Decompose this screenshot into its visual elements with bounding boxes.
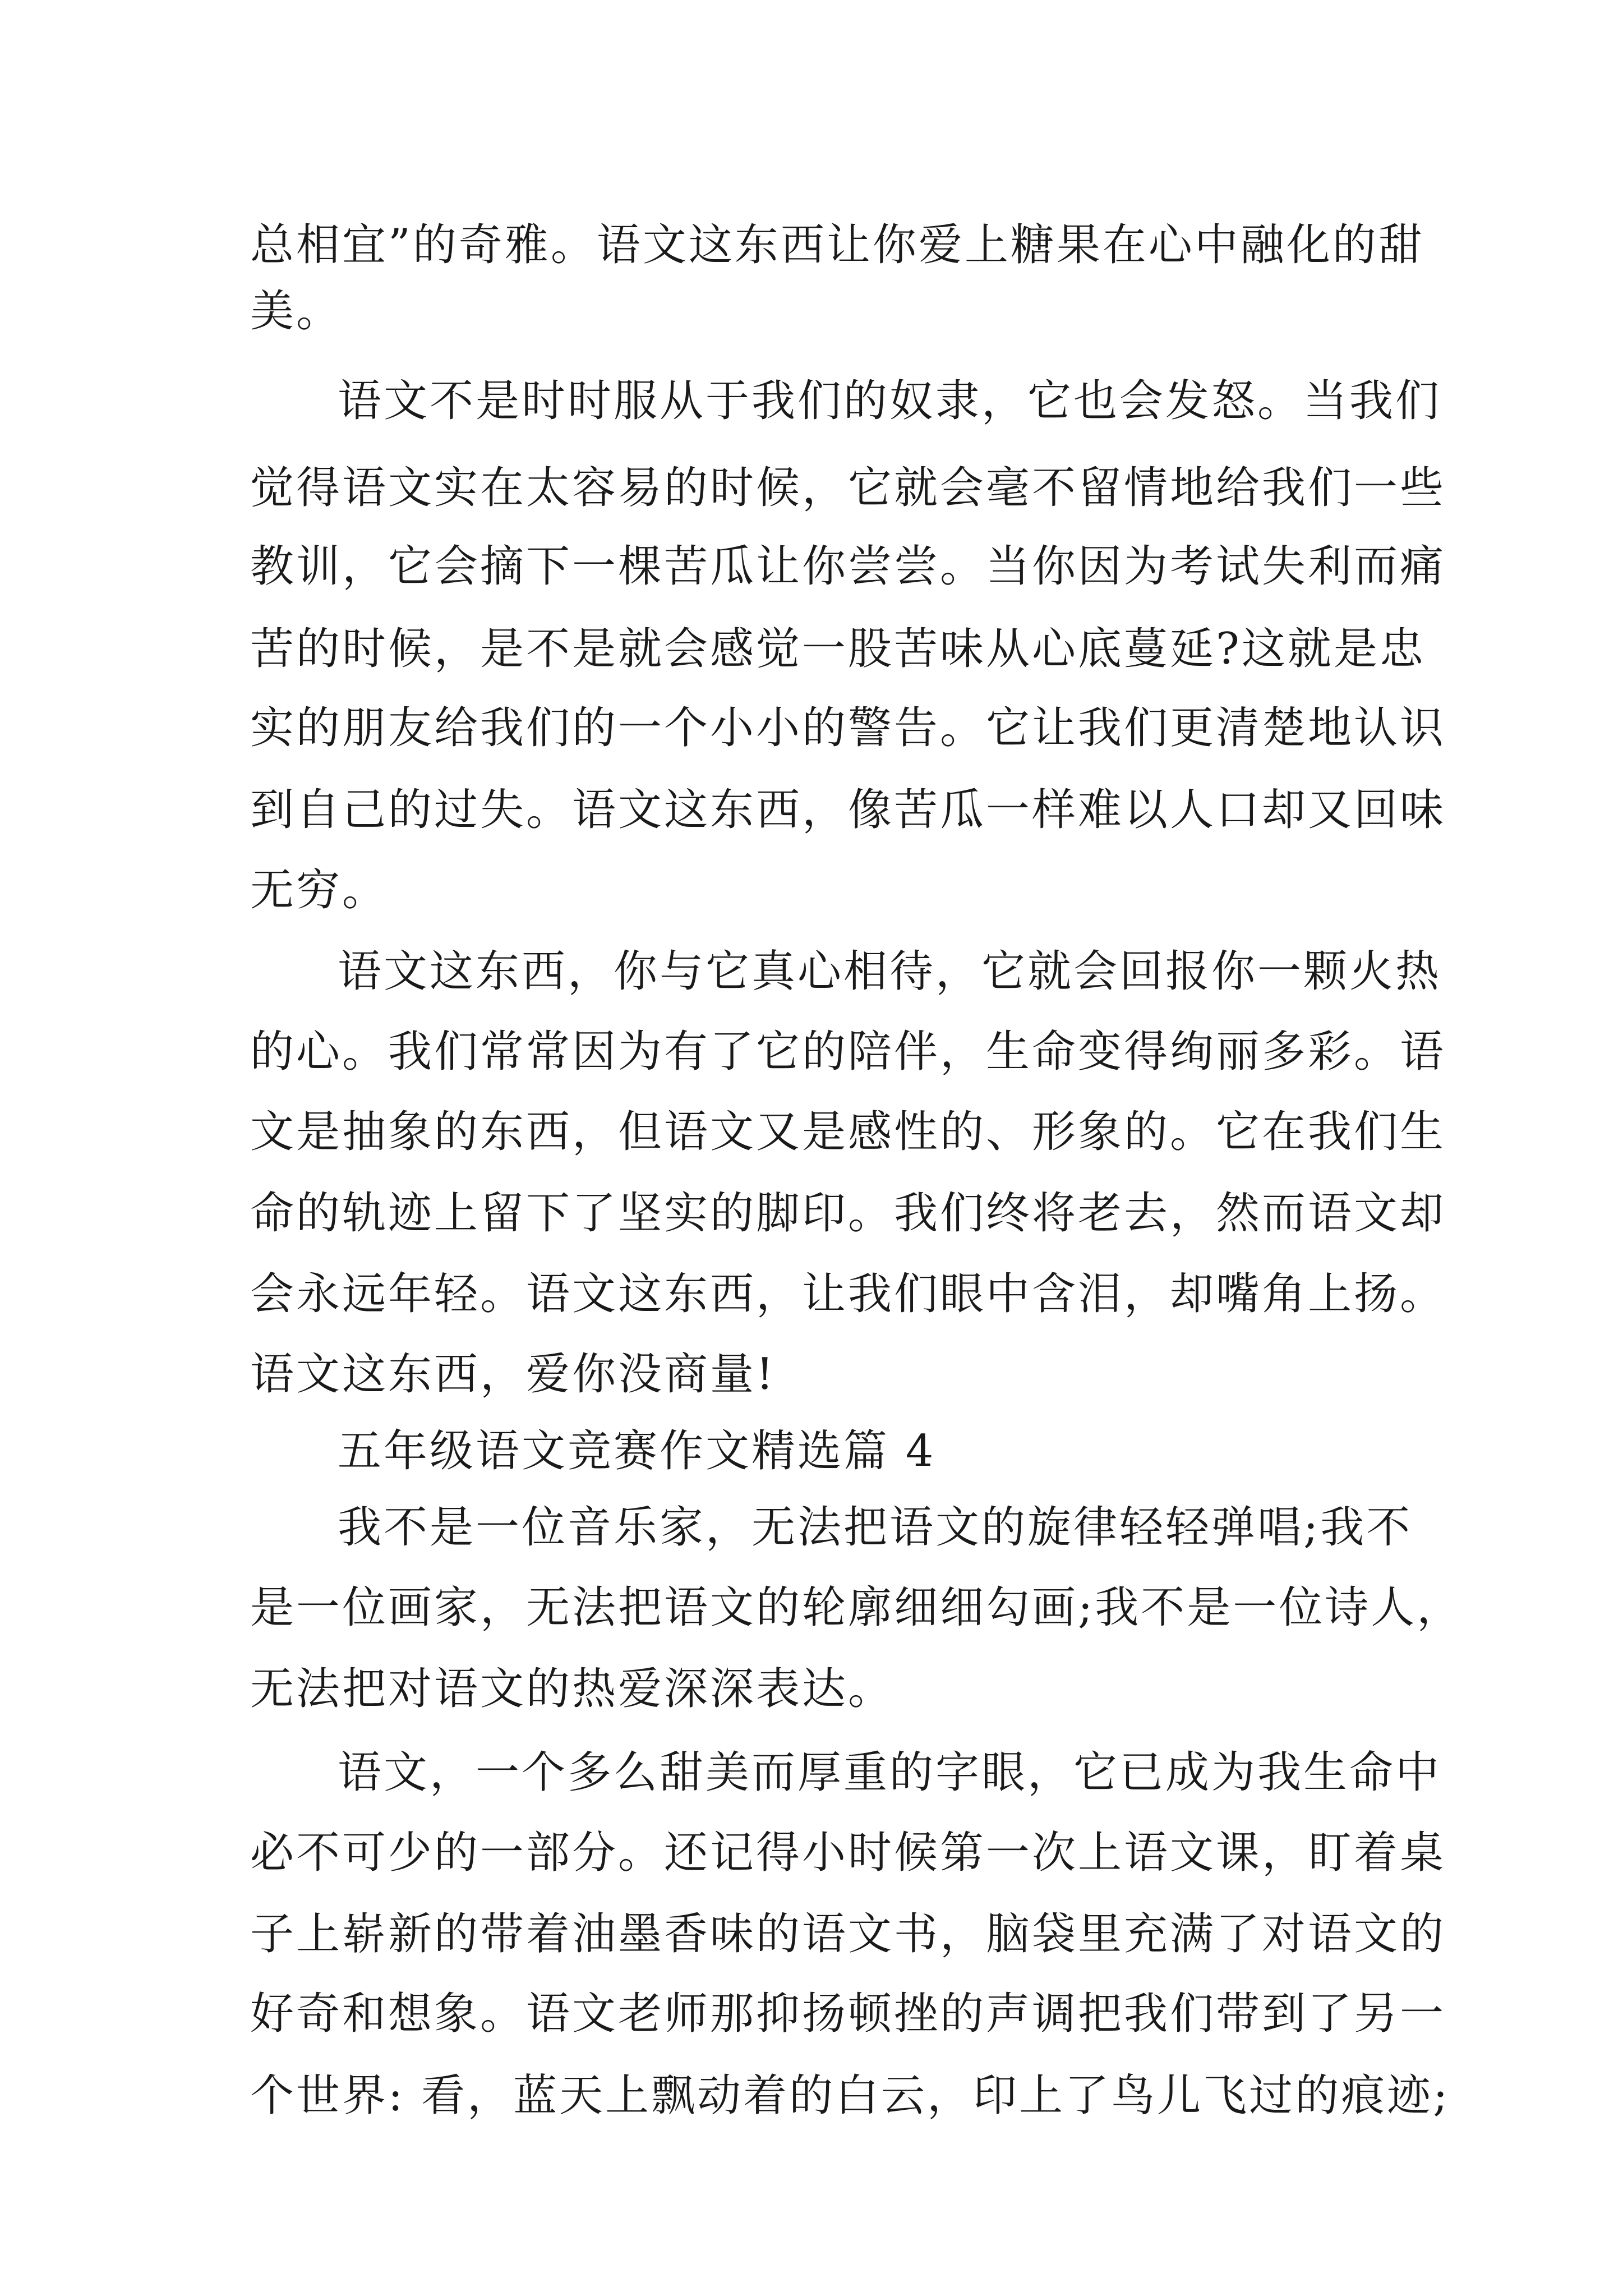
text-line: 语文这东西，爱你没商量!	[250, 1349, 776, 1400]
section-heading: 五年级语文竞赛作文精选篇 4	[338, 1426, 936, 1476]
text-line: 的心。我们常常因为有了它的陪伴，生命变得绚丽多彩。语	[250, 1027, 1446, 1077]
text-line: 美。	[250, 286, 343, 337]
text-line: 实的朋友给我们的一个小小的警告。它让我们更清楚地认识	[250, 703, 1446, 753]
text-line: 好奇和想象。语文老师那抑扬顿挫的声调把我们带到了另一	[250, 1989, 1446, 2039]
paragraph-first-line: 我不是一位音乐家，无法把语文的旋律轻轻弹唱;我不	[338, 1502, 1413, 1553]
paragraph-first-line: 语文这东西，你与它真心相待，它就会回报你一颗火热	[338, 946, 1442, 997]
text-line: 子上崭新的带着油墨香味的语文书，脑袋里充满了对语文的	[250, 1909, 1446, 1959]
text-line: 教训，它会摘下一棵苦瓜让你尝尝。当你因为考试失利而痛	[250, 541, 1446, 592]
text-line: 命的轨迹上留下了坚实的脚印。我们终将老去，然而语文却	[250, 1188, 1446, 1239]
text-line: 无穷。	[250, 865, 389, 915]
text-line: 到自己的过失。语文这东西，像苦瓜一样难以人口却又回味	[250, 785, 1446, 835]
text-line: 觉得语文实在太容易的时候，它就会毫不留情地给我们一些	[250, 463, 1446, 513]
text-line: 个世界: 看，蓝天上飘动着的白云，印上了鸟儿飞过的痕迹;	[250, 2070, 1450, 2121]
text-line: 会永远年轻。语文这东西，让我们眼中含泪，却嘴角上扬。	[250, 1269, 1446, 1319]
paragraph-first-line: 语文，一个多么甜美而厚重的字眼，它已成为我生命中	[338, 1747, 1442, 1798]
text-line: 文是抽象的东西，但语文又是感性的、形象的。它在我们生	[250, 1107, 1446, 1157]
text-line: 必不可少的一部分。还记得小时候第一次上语文课，盯着桌	[250, 1828, 1446, 1878]
text-line: 是一位画家，无法把语文的轮廓细细勾画;我不是一位诗人，	[250, 1582, 1463, 1633]
text-line: 苦的时候，是不是就会感觉一股苦味从心底蔓延?这就是忠	[250, 624, 1426, 674]
text-line: 无法把对语文的热爱深深表达。	[250, 1664, 895, 1714]
paragraph-first-line: 语文不是时时服从于我们的奴隶，它也会发怒。当我们	[338, 376, 1442, 426]
text-line: 总相宜”的奇雅。语文这东西让你爱上糖果在心中融化的甜	[250, 220, 1424, 270]
